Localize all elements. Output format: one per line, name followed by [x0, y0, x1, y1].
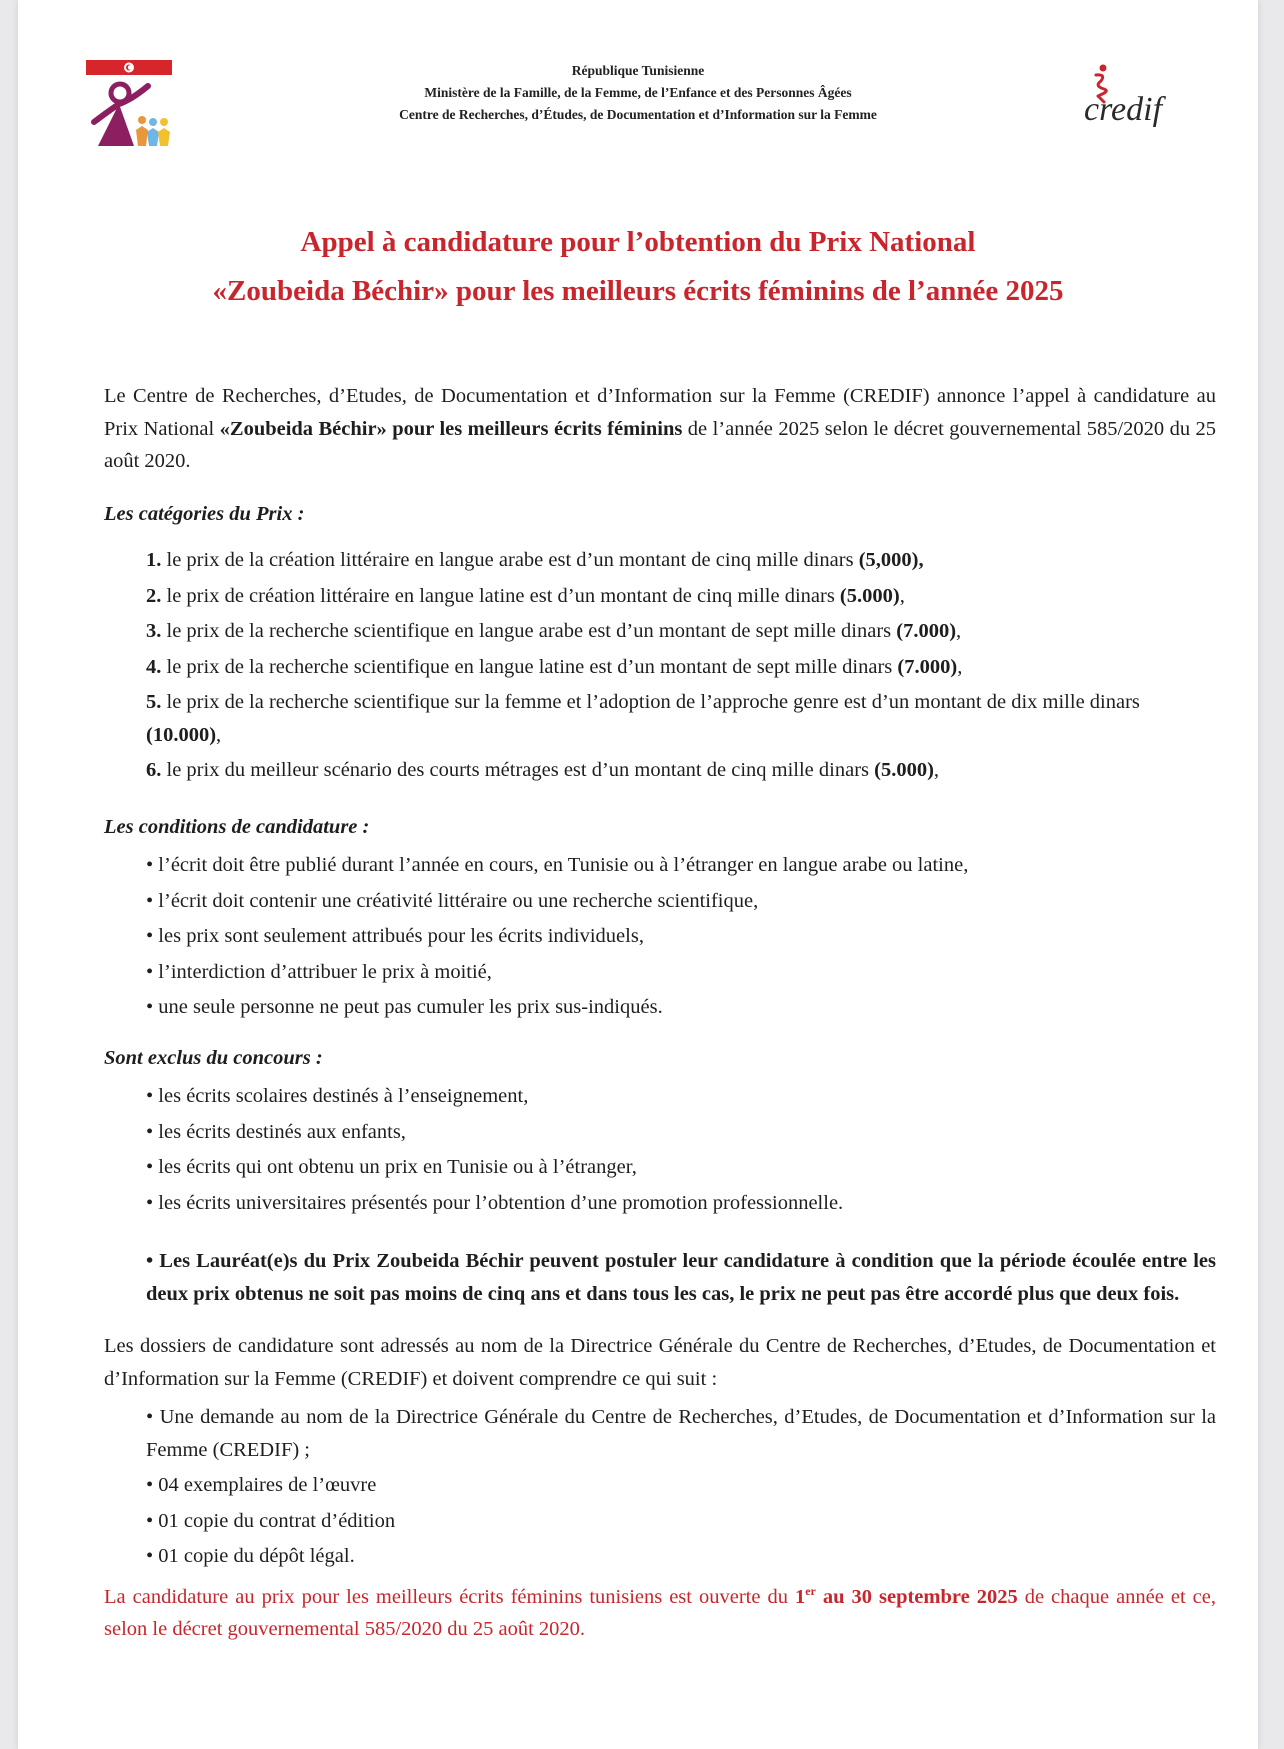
exclusion-item: • les écrits qui ont obtenu un prix en Tunisie ou à l’étranger, — [146, 1156, 637, 1178]
category-amount: (7.000) — [897, 655, 958, 678]
category-text: le prix de la création littéraire en langue arabe est d’un montant de cinq mille dinars — [161, 549, 859, 571]
category-text: le prix du meilleur scénario des courts métrages est d’un montant de cinq mille dinars — [161, 759, 875, 781]
closing-start-day-suffix: er — [805, 1583, 816, 1598]
document-body — [104, 380, 1216, 1646]
category-trailing: , — [956, 620, 962, 642]
category-text: le prix de la recherche scientifique sur la femme et l’adoption de l’approche genre est d’un montant de dix mille dinars — [161, 691, 1140, 713]
category-trailing: , — [216, 723, 222, 746]
category-text: le prix de la recherche scientifique en langue latine est d’un montant de sept mille dinars — [161, 655, 898, 678]
category-item — [104, 651, 1216, 684]
condition-item: • l’interdiction d’attribuer le prix à moitié, — [146, 960, 492, 983]
dossier-item: • 04 exemplaires de l’œuvre — [146, 1474, 377, 1496]
dossier-item: • 01 copie du contrat d’édition — [146, 1509, 396, 1532]
credif-logo-text: credif — [1084, 91, 1163, 128]
intro-text-2: de l’année 2025 selon le décret gouvernemental 585/2020 du 25 août 2020. — [104, 417, 1217, 472]
category-amount: (10.000) — [146, 723, 217, 746]
laureates-note: • Les Lauréat(e)s du Prix Zoubeida Béchir peuvent postuler leur candidature à condition que la période écoulée entre les deux prix obtenus ne soit pas moins de cinq ans et dans tous les cas, le prix ne peut pas être accordé plus que deux fois. — [146, 1250, 1216, 1305]
exclusion-item: • les écrits scolaires destinés à l’enseignement, — [146, 1085, 529, 1107]
dossier-item: • 01 copie du dépôt légal. — [146, 1545, 355, 1567]
category-number: 1. — [146, 549, 162, 571]
closing-start-day: 1 — [794, 1585, 806, 1608]
document-page — [18, 0, 1258, 1749]
condition-item: • l’écrit doit être publié durant l’année en cours, en Tunisie ou à l’étranger en langue arabe ou latine, — [146, 854, 969, 876]
dossiers-list — [104, 1401, 1216, 1573]
header-institution-text — [318, 60, 958, 126]
exclusions-list — [104, 1080, 1216, 1219]
category-number: 3. — [146, 620, 162, 642]
category-amount: (7.000) — [896, 620, 957, 642]
header-line-centre: Centre de Recherches, d’Études, de Documentation et d’Information sur la Femme — [399, 107, 877, 122]
intro-paragraph — [104, 380, 1216, 478]
category-item — [104, 544, 1216, 577]
categories-heading: Les catégories du Prix : — [104, 502, 305, 525]
category-number: 5. — [146, 691, 162, 713]
category-item — [104, 580, 1216, 613]
intro-text-1: Le Centre de Recherches, d’Etudes, de Documentation et d’Information sur la Femme (CREDIF) annonce l’appel à candidature au Prix National — [104, 385, 1216, 440]
condition-item: • les prix sont seulement attribués pour les écrits individuels, — [146, 925, 644, 947]
category-trailing: , — [899, 584, 905, 607]
category-amount: (5.000) — [839, 584, 900, 607]
category-number: 6. — [146, 759, 162, 781]
credif-logo — [1074, 62, 1184, 128]
conditions-list — [104, 849, 1216, 1024]
header-line-ministry: Ministère de la Famille, de la Femme, de l’Enfance et des Personnes Âgées — [424, 85, 852, 100]
closing-text-1: La candidature au prix pour les meilleurs écrits féminins tunisiens est ouverte du — [104, 1585, 795, 1608]
closing-text-2: de chaque année et ce, selon le décret gouvernemental 585/2020 du 25 août 2020. — [104, 1585, 1216, 1640]
title-line-1: Appel à candidature pour l’obtention du Prix National — [300, 226, 976, 258]
category-amount: (5,000), — [858, 549, 924, 571]
header-line-republic: République Tunisienne — [571, 63, 705, 78]
ministry-logo — [86, 60, 172, 150]
conditions-heading: Les conditions de candidature : — [104, 815, 370, 838]
document-title — [98, 218, 1178, 316]
category-amount: (5.000) — [874, 759, 934, 781]
category-number: 2. — [146, 584, 162, 607]
dossier-item: • Une demande au nom de la Directrice Générale du Centre de Recherches, d’Etudes, de Documentation et d’Information sur la Femme (CREDIF) ; — [146, 1406, 1216, 1461]
closing-paragraph — [104, 1581, 1216, 1646]
exclusions-heading: Sont exclus du concours : — [104, 1046, 323, 1069]
exclusion-item: • les écrits destinés aux enfants, — [146, 1120, 406, 1143]
category-item — [104, 754, 1216, 787]
title-line-2: «Zoubeida Béchir» pour les meilleurs écrits féminins de l’année 2025 — [212, 275, 1064, 307]
category-number: 4. — [146, 655, 162, 678]
intro-bold-prize-name: «Zoubeida Béchir» pour les meilleurs écrits féminins — [219, 417, 683, 440]
category-text: le prix de la recherche scientifique en langue arabe est d’un montant de sept mille dinars — [161, 620, 897, 642]
closing-date-range: au 30 septembre 2025 — [815, 1585, 1018, 1608]
category-trailing: , — [957, 655, 963, 678]
category-item — [104, 615, 1216, 648]
exclusion-item: • les écrits universitaires présentés pour l’obtention d’une promotion professionnelle. — [146, 1191, 844, 1214]
condition-item: • l’écrit doit contenir une créativité littéraire ou une recherche scientifique, — [146, 889, 759, 912]
categories-list — [104, 544, 1216, 787]
category-trailing: , — [933, 759, 940, 781]
condition-item: • une seule personne ne peut pas cumuler les prix sus-indiqués. — [146, 996, 663, 1018]
category-text: le prix de création littéraire en langue latine est d’un montant de cinq mille dinars — [161, 584, 840, 607]
dossiers-intro: Les dossiers de candidature sont adressés au nom de la Directrice Générale du Centre de Recherches, d’Etudes, de Documentation et d’Information sur la Femme (CREDIF) et doivent comprendre ce qui suit : — [104, 1335, 1216, 1390]
category-item — [104, 686, 1216, 751]
